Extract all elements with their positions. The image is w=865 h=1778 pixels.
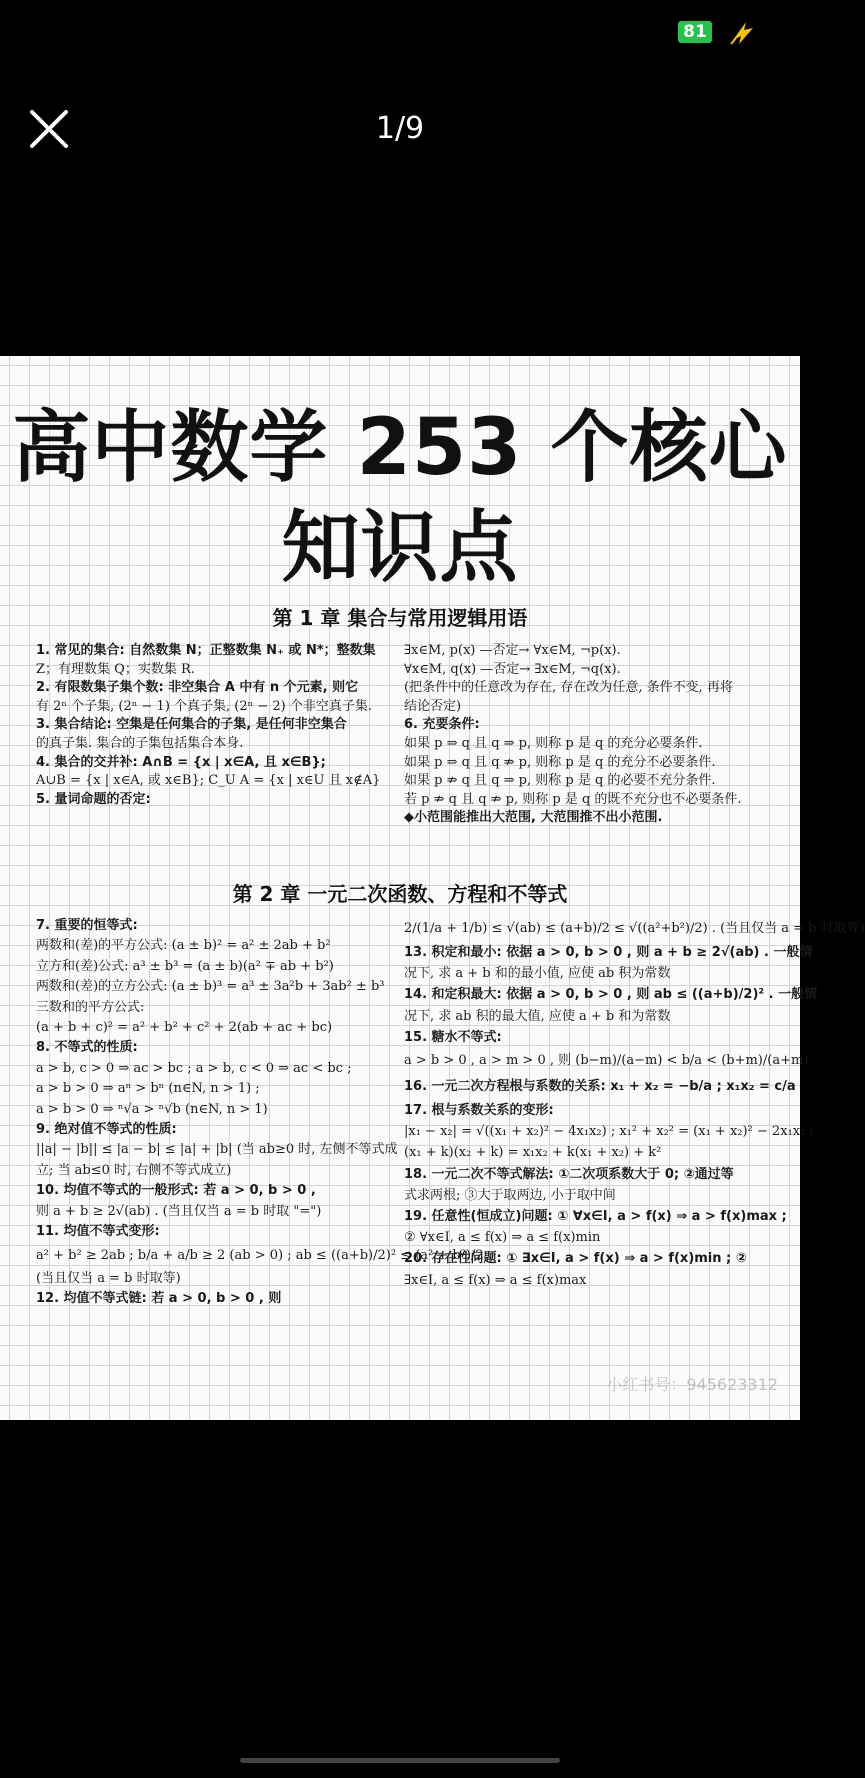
text-line: 8. 不等式的性质:	[36, 1040, 138, 1056]
chapter-2-title: 第 2 章 一元二次函数、方程和不等式	[232, 882, 568, 906]
chapter-1-title: 第 1 章 集合与常用逻辑用语	[272, 606, 528, 630]
text-line: 三数和的平方公式:	[36, 999, 145, 1015]
text-line: 2/(1/a + 1/b) ≤ √(ab) ≤ (a+b)/2 ≤ √((a²+b²)/2) . (当且仅当 a = b 时取等)	[404, 921, 865, 936]
page-title	[0, 398, 800, 598]
text-line: a > b > 0 ⇒ aⁿ > bⁿ (n∈N, n > 1) ;	[36, 1081, 260, 1097]
document-page[interactable]	[0, 356, 865, 1420]
battery-indicator: 81	[678, 21, 712, 43]
text-line: 3. 集合结论: 空集是任何集合的子集, 是任何非空集合	[36, 717, 347, 733]
text-line: ∀x∈M, q(x) —否定→ ∃x∈M, ¬q(x).	[404, 661, 621, 677]
home-indicator[interactable]	[240, 1758, 560, 1763]
text-line: 11. 均值不等式变形:	[36, 1224, 160, 1240]
title-line-1: 高中数学 253 个核心	[12, 403, 788, 493]
text-line: 立方和(差)公式: a³ ± b³ = (a ± b)(a² ∓ ab + b²)	[36, 958, 334, 974]
viewer-header	[0, 90, 800, 170]
watermark: 小红书号：945623312	[606, 1375, 778, 1394]
text-line: a > b, c > 0 ⇒ ac > bc ; a > b, c < 0 ⇒ ac < bc ;	[36, 1060, 352, 1076]
text-line: (当且仅当 a = b 时取等)	[36, 1270, 181, 1286]
text-line: ② ∀x∈I, a ≤ f(x) ⇒ a ≤ f(x)min	[404, 1230, 601, 1246]
text-line: 19. 任意性(恒成立)问题: ① ∀x∈I, a > f(x) ⇒ a > f(x)max ;	[404, 1209, 787, 1225]
title-line-2: 知识点	[281, 503, 519, 593]
text-line: 9. 绝对值不等式的性质:	[36, 1122, 177, 1138]
chapter-1-left-column	[36, 642, 406, 809]
text-line: 况下, 求 a + b 和的最小值, 应使 ab 积为常数	[404, 966, 671, 982]
text-line: 15. 糖水不等式:	[404, 1029, 502, 1045]
text-line: (把条件中的任意改为存在, 存在改为任意, 条件不变, 再将	[404, 680, 733, 696]
text-line: 2. 有限数集子集个数: 非空集合 A 中有 n 个元素, 则它	[36, 680, 359, 696]
text-line: 16. 一元二次方程根与系数的关系: x₁ + x₂ = −b/a ; x₁x₂ = c/a	[404, 1079, 796, 1095]
text-line: (x₁ + k)(x₂ + k) = x₁x₂ + k(x₁ + x₂) + k²	[404, 1145, 662, 1161]
text-line: 如果 p ⇒ q 且 q ⇏ p, 则称 p 是 q 的充分不必要条件.	[404, 754, 716, 770]
text-line: 况下, 求 ab 积的最大值, 应使 a + b 和为常数	[404, 1008, 671, 1024]
text-line: a > b > 0 ⇒ ⁿ√a > ⁿ√b (n∈N, n > 1)	[36, 1101, 268, 1117]
text-line: 4. 集合的交并补: A∩B = {x | x∈A, 且 x∈B};	[36, 754, 326, 770]
text-line: 结论否定)	[404, 698, 462, 714]
text-line: 10. 均值不等式的一般形式: 若 a > 0, b > 0 ,	[36, 1183, 316, 1199]
text-line: A∪B = {x | x∈A, 或 x∈B}; C_U A = {x | x∈U 且 x∉A}	[36, 773, 381, 789]
text-line: 式求两根; ③大于取两边, 小于取中间	[404, 1187, 616, 1203]
text-line: a > b > 0 , a > m > 0 , 则 (b−m)/(a−m) < b/a < (b+m)/(a+m)	[404, 1053, 809, 1069]
text-line: 如果 p ⇒ q 且 q ⇒ p, 则称 p 是 q 的充分必要条件.	[404, 735, 703, 751]
text-line: ||a| − |b|| ≤ |a − b| ≤ |a| + |b| (当 ab≥0 时, 左侧不等式成	[36, 1142, 398, 1158]
text-line: 则 a + b ≥ 2√(ab) . (当且仅当 a = b 时取 "=")	[36, 1203, 322, 1219]
text-line: a² + b² ≥ 2ab ; b/a + a/b ≥ 2 (ab > 0) ; ab ≤ ((a+b)/2)² ≤ (a² + b²)/2	[36, 1247, 484, 1263]
text-line: 18. 一元二次不等式解法: ①二次项系数大于 0; ②通过等	[404, 1166, 734, 1182]
text-line: 若 p ⇏ q 且 q ⇏ p, 则称 p 是 q 的既不充分也不必要条件.	[404, 791, 742, 807]
status-bar	[0, 0, 800, 60]
charging-icon	[730, 18, 756, 46]
text-line: 6. 充要条件:	[404, 717, 480, 733]
text-line: 20. 存在性问题: ① ∃x∈I, a > f(x) ⇒ a > f(x)min ; ②	[404, 1251, 747, 1267]
page-counter: 1/9	[375, 111, 425, 146]
text-line: 12. 均值不等式链: 若 a > 0, b > 0 , 则	[36, 1290, 282, 1306]
text-line: 5. 量词命题的否定:	[36, 791, 151, 807]
text-line: 13. 积定和最小: 依据 a > 0, b > 0 , 则 a + b ≥ 2√(ab) . 一般情	[404, 945, 813, 960]
text-line: 的真子集. 集合的子集包括集合本身.	[36, 735, 244, 751]
text-line: |x₁ − x₂| = √((x₁ + x₂)² − 4x₁x₂) ; x₁² + x₂² = (x₁ + x₂)² − 2x₁x₂ ;	[404, 1124, 814, 1140]
text-line: Z；有理数集 Q；实数集 R.	[36, 661, 195, 677]
text-line: 立; 当 ab≤0 时, 右侧不等式成立)	[36, 1162, 232, 1178]
text-line: 两数和(差)的平方公式: (a ± b)² = a² ± 2ab + b²	[36, 938, 331, 954]
text-line: 14. 和定积最大: 依据 a > 0, b > 0 , 则 ab ≤ ((a+b)/2)² . 一般情	[404, 987, 818, 1003]
text-line: ∃x∈M, p(x) —否定→ ∀x∈M, ¬p(x).	[404, 643, 621, 658]
text-line: 如果 p ⇏ q 且 q ⇒ p, 则称 p 是 q 的必要不充分条件.	[404, 773, 716, 789]
text-line: 有 2ⁿ 个子集, (2ⁿ − 1) 个真子集, (2ⁿ − 2) 个非空真子集.	[36, 698, 373, 714]
text-line: 1. 常见的集合: 自然数集 N；正整数集 N₊ 或 N*；整数集	[36, 643, 376, 658]
text-line: (a + b + c)² = a² + b² + c² + 2(ab + ac + bc)	[36, 1020, 333, 1036]
text-line: ◆小范围能推出大范围, 大范围推不出小范围.	[404, 810, 663, 826]
chapter-2-right-column	[404, 916, 865, 1291]
text-line: 两数和(差)的立方公式: (a ± b)³ = a³ ± 3a²b + 3ab² ± b³	[36, 979, 385, 995]
text-line: 17. 根与系数关系的变形:	[404, 1103, 554, 1119]
text-line: ∃x∈I, a ≤ f(x) ⇒ a ≤ f(x)max	[404, 1272, 587, 1288]
chapter-1-right-column	[404, 642, 784, 828]
text-line: 7. 重要的恒等式:	[36, 918, 138, 933]
